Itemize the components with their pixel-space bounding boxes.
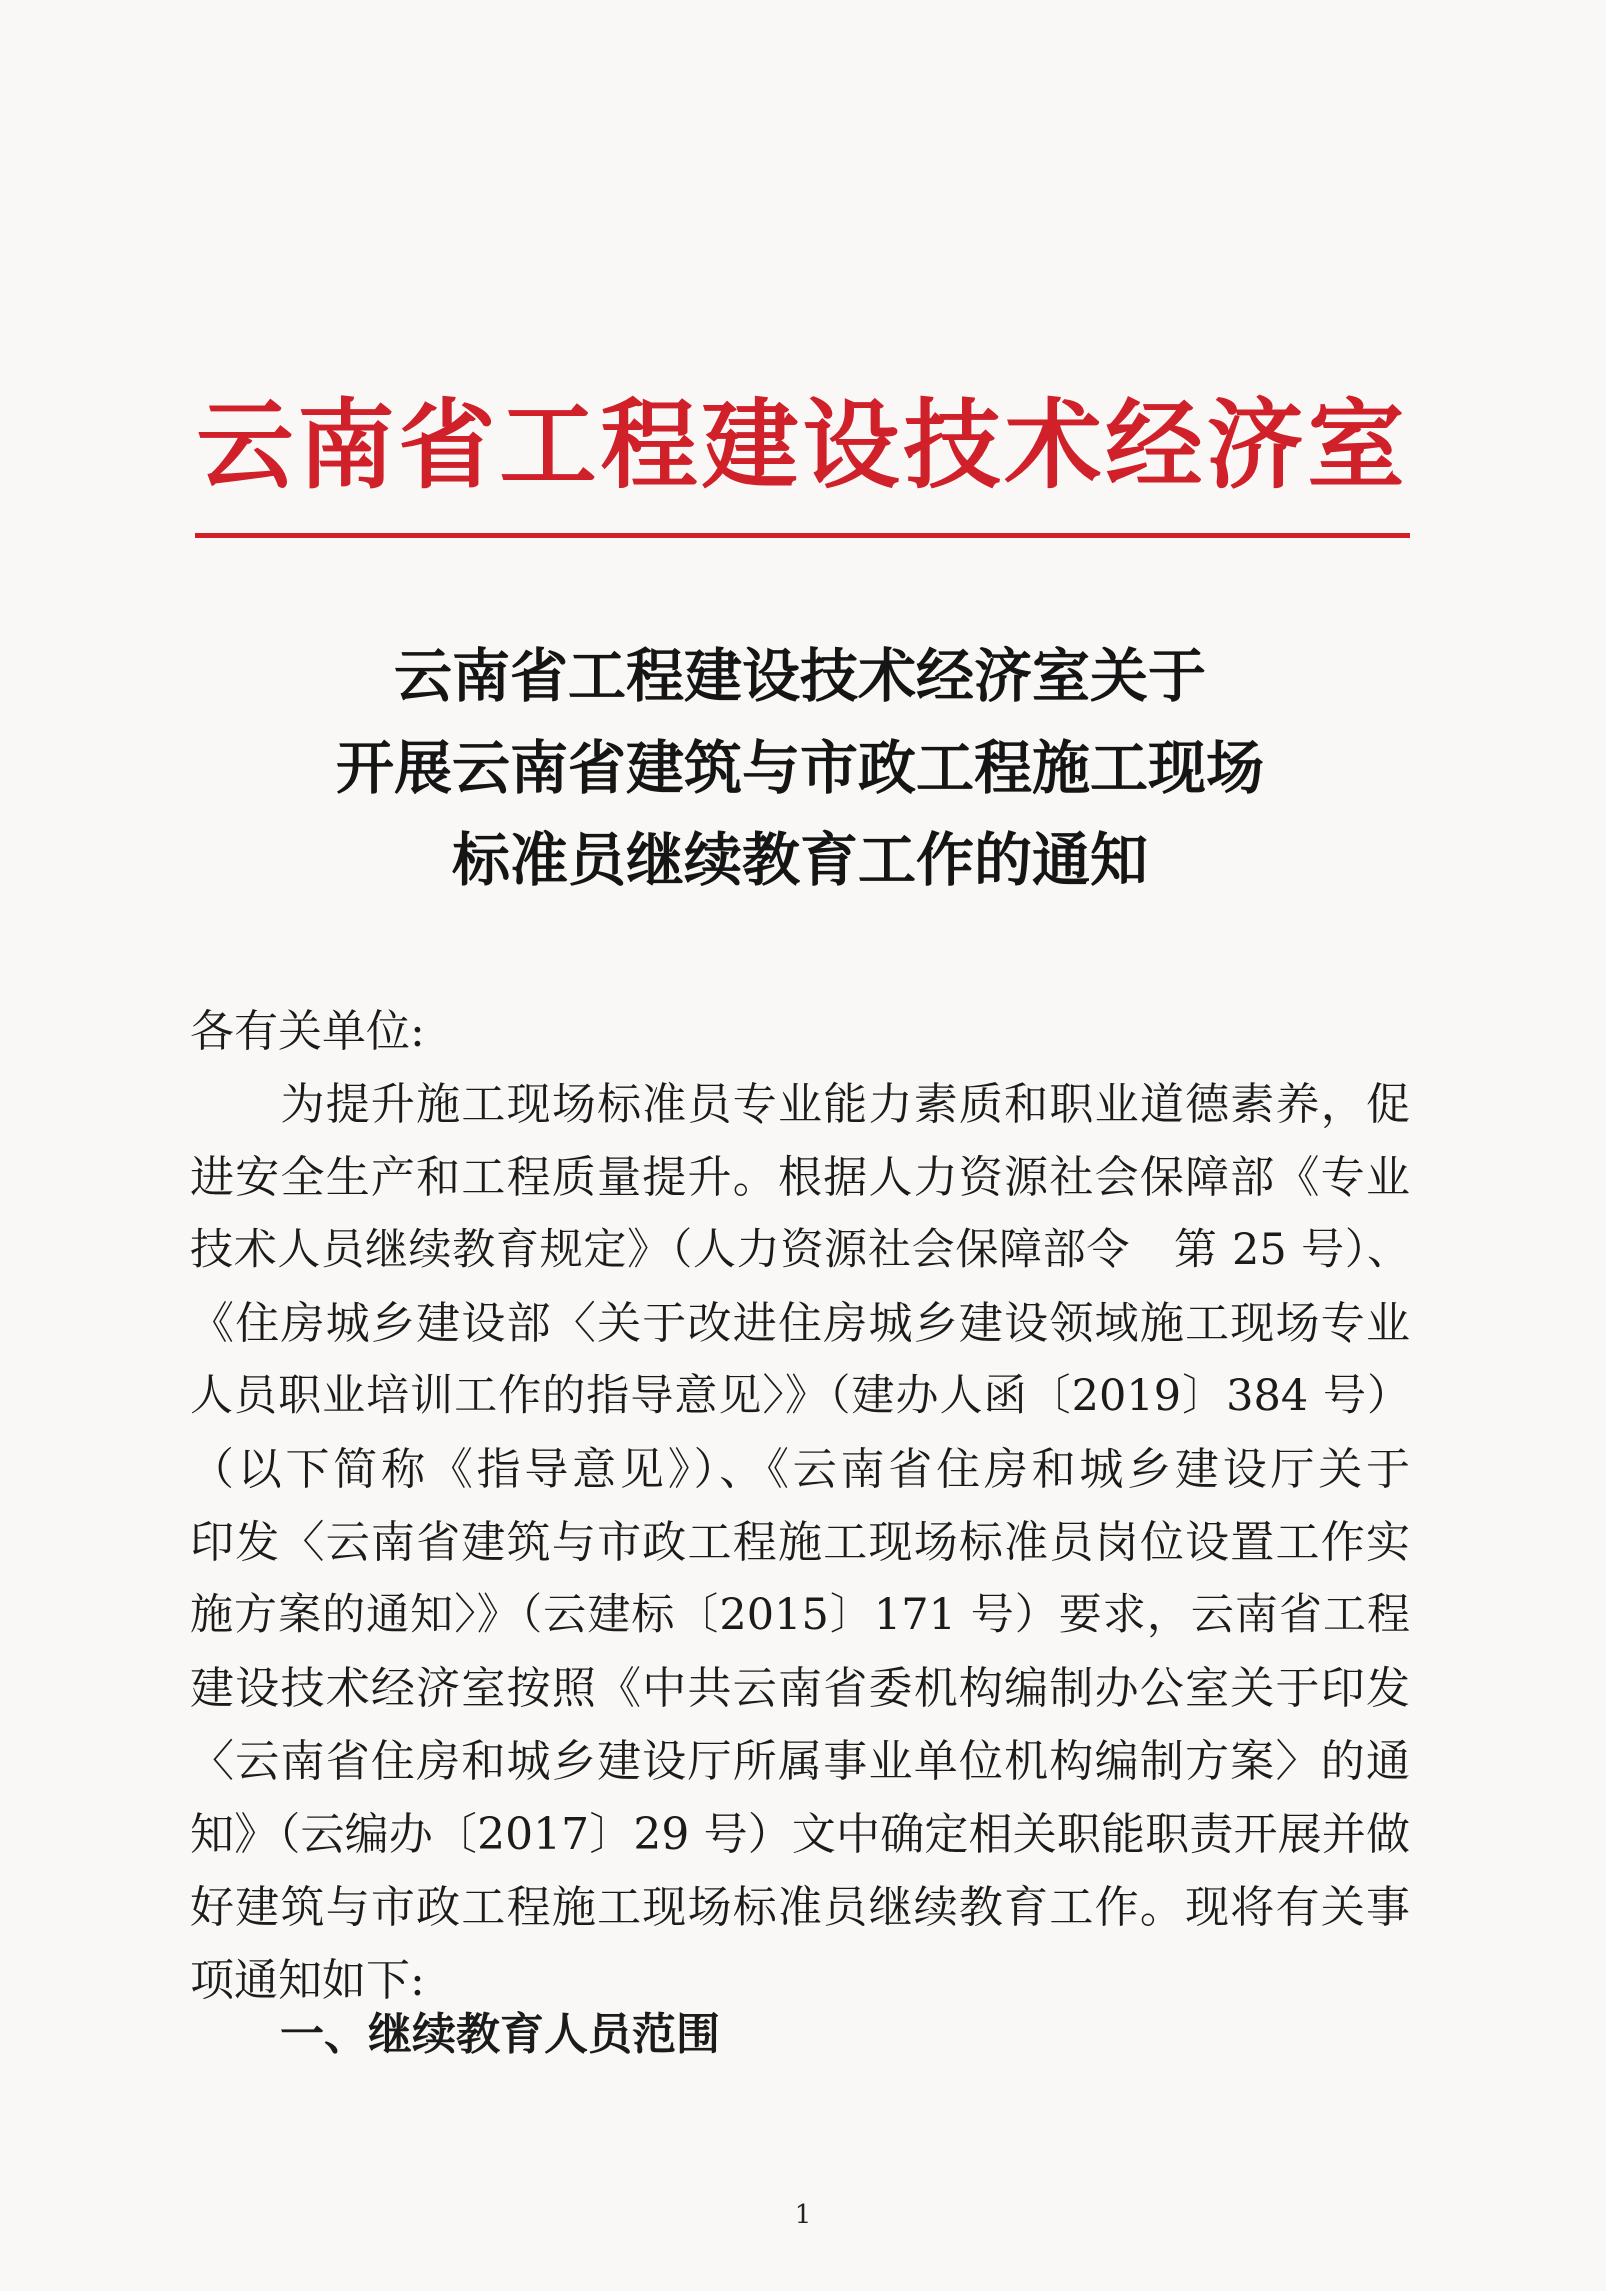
- letterhead-org-name: 云南省工程建设技术经济室: [196, 388, 1409, 502]
- body-line: 印发〈云南省建筑与市政工程施工现场标准员岗位设置工作实: [190, 1517, 1410, 1568]
- letterhead-red-rule: [195, 533, 1410, 538]
- body-line: 人员职业培训工作的指导意见〉》（建办人函〔2019〕384 号）: [190, 1371, 1410, 1421]
- body-line: 《住房城乡建设部〈关于改进住房城乡建设领域施工现场专业: [190, 1298, 1410, 1349]
- title-line: 开展云南省建筑与市政工程施工现场: [335, 734, 1264, 802]
- document-title: [200, 630, 1400, 906]
- title-line: 标准员继续教育工作的通知: [451, 826, 1148, 894]
- body-line: （以下简称《指导意见》）、《云南省住房和城乡建设厅关于: [190, 1444, 1410, 1495]
- body-line: 知》（云编办〔2017〕29 号）文中确定相关职能职责开展并做: [190, 1809, 1410, 1860]
- title-line: 云南省工程建设技术经济室关于: [393, 642, 1206, 710]
- salutation: 各有关单位:: [190, 1006, 425, 1057]
- document-body: [190, 995, 1410, 2017]
- page-number: 1: [794, 2200, 812, 2230]
- body-line: 进安全生产和工程质量提升。根据人力资源社会保障部《专业: [190, 1152, 1410, 1203]
- body-line: 项通知如下:: [190, 1955, 425, 2006]
- section-heading: 一、继续教育人员范围: [280, 2009, 720, 2060]
- body-line: 好建筑与市政工程施工现场标准员继续教育工作。现将有关事: [190, 1882, 1410, 1933]
- body-line: 〈云南省住房和城乡建设厅所属事业单位机构编制方案〉的通: [190, 1736, 1410, 1787]
- body-line: 为提升施工现场标准员专业能力素质和职业道德素养，促: [190, 1079, 1410, 1130]
- body-line: 建设技术经济室按照《中共云南省委机构编制办公室关于印发: [190, 1663, 1410, 1714]
- body-line: 技术人员继续教育规定》（人力资源社会保障部令 第 25 号）、: [190, 1225, 1410, 1275]
- body-line: 施方案的通知〉》（云建标〔2015〕171 号）要求，云南省工程: [190, 1590, 1410, 1640]
